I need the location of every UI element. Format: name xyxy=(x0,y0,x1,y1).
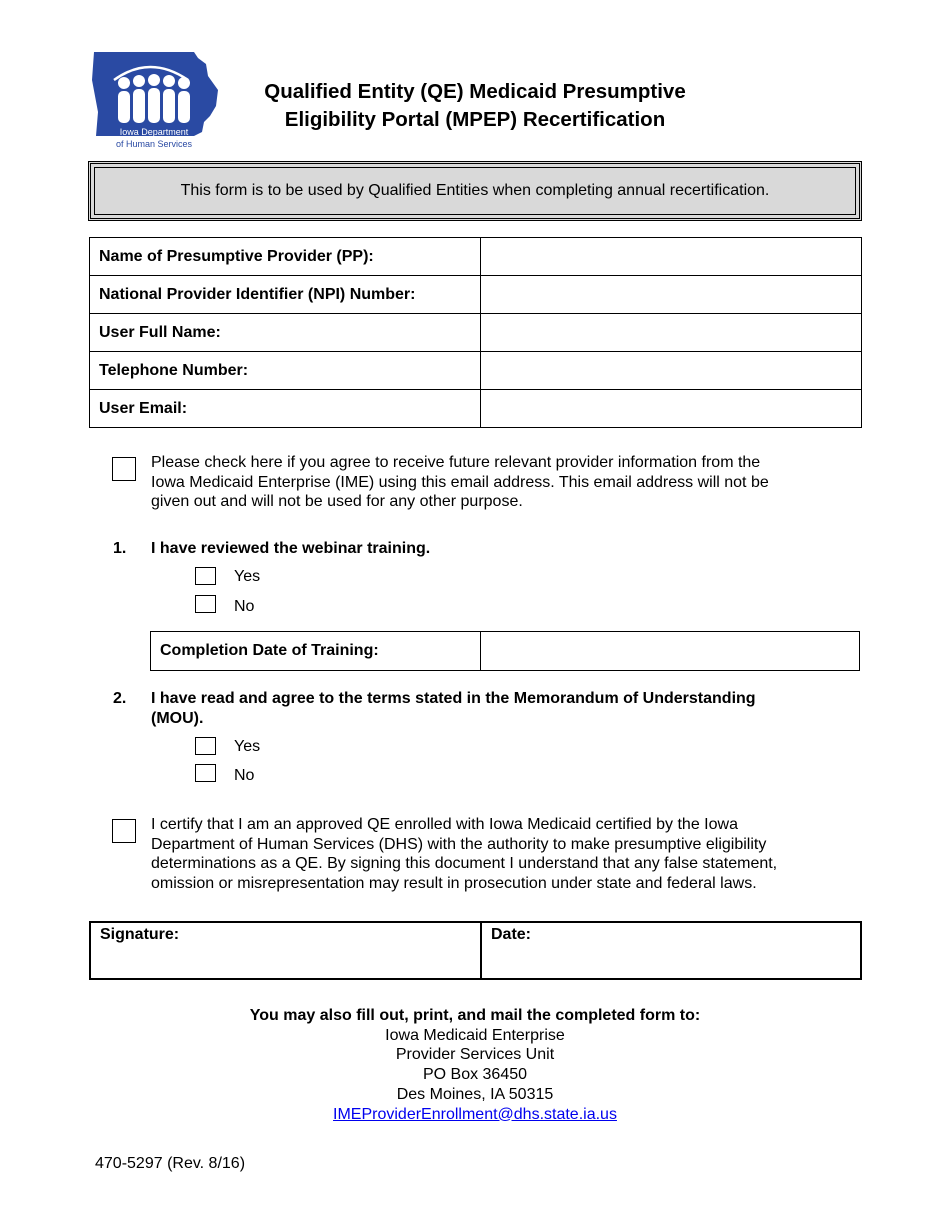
signature-label: Signature: xyxy=(100,926,180,943)
table-row xyxy=(90,922,861,979)
iowa-dhs-logo xyxy=(90,50,222,150)
email-consent-checkbox[interactable] xyxy=(112,457,136,481)
table-row xyxy=(151,632,860,671)
mail-line-2: Provider Services Unit xyxy=(395,1046,555,1064)
user-email-field[interactable] xyxy=(481,390,862,428)
table-row xyxy=(90,314,862,352)
completion-date-field[interactable] xyxy=(481,632,860,671)
page-title xyxy=(230,78,720,134)
user-email-label: User Email: xyxy=(90,390,481,428)
question-1-number: 1. xyxy=(113,540,127,557)
certify-checkbox[interactable] xyxy=(112,819,136,843)
mail-line-1: Iowa Medicaid Enterprise xyxy=(385,1026,565,1044)
signature-field[interactable] xyxy=(90,922,481,979)
notice-text: This form is to be used by Qualified Entities when completing annual recertification. xyxy=(180,182,770,199)
form-number: 470-5297 (Rev. 8/16) xyxy=(95,1155,246,1172)
table-row xyxy=(90,352,862,390)
q1-no-label: No xyxy=(234,598,255,615)
pp-name-field[interactable] xyxy=(481,238,862,276)
question-1-text: I have reviewed the webinar training. xyxy=(151,540,431,557)
mail-line-3: PO Box 36450 xyxy=(422,1066,528,1084)
npi-label: National Provider Identifier (NPI) Number: xyxy=(90,276,481,314)
table-row xyxy=(90,238,862,276)
mailing-address xyxy=(150,1006,800,1124)
iowa-map-logo-icon xyxy=(90,50,222,150)
logo-text-line2: of Human Services xyxy=(115,139,193,149)
provider-info-table xyxy=(89,237,862,428)
title-line-1: Qualified Entity (QE) Medicaid Presumptive xyxy=(264,80,686,103)
date-label: Date: xyxy=(491,926,532,943)
signature-table xyxy=(89,921,862,980)
notice-box xyxy=(88,161,862,221)
q2-yes-checkbox[interactable] xyxy=(195,737,216,755)
q1-no-checkbox[interactable] xyxy=(195,595,216,613)
pp-name-label: Name of Presumptive Provider (PP): xyxy=(90,238,481,276)
q1-yes-checkbox[interactable] xyxy=(195,567,216,585)
telephone-label: Telephone Number: xyxy=(90,352,481,390)
telephone-field[interactable] xyxy=(481,352,862,390)
question-2-number: 2. xyxy=(113,690,127,707)
table-row xyxy=(90,276,862,314)
certify-text: I certify that I am an approved QE enrolled with Iowa Medicaid certified by the Iowa Department of Human Services (DHS) with the authority to make presumptive eligibility determinations as a QE. By signing this document I understand that any false statement, omission or misrepresentation may result in prosecution under state and federal laws. xyxy=(151,816,778,892)
email-consent-text: Please check here if you agree to receive future relevant provider information from the Iowa Medicaid Enterprise (IME) using this email address. This email address will not be given out and will not be used for any other purpose. xyxy=(151,454,769,510)
question-2-text: I have read and agree to the terms stated in the Memorandum of Understanding (MOU). xyxy=(151,690,756,727)
user-full-name-field[interactable] xyxy=(481,314,862,352)
q1-yes-label: Yes xyxy=(234,568,261,585)
completion-date-label: Completion Date of Training: xyxy=(151,632,481,671)
user-full-name-label: User Full Name: xyxy=(90,314,481,352)
mail-line-4: Des Moines, IA 50315 xyxy=(396,1085,554,1103)
q2-yes-label: Yes xyxy=(234,738,261,755)
title-line-2: Eligibility Portal (MPEP) Recertification xyxy=(284,108,666,131)
email-link[interactable]: IMEProviderEnrollment@dhs.state.ia.us xyxy=(333,1105,617,1123)
q2-no-label: No xyxy=(234,767,255,784)
npi-field[interactable] xyxy=(481,276,862,314)
date-field[interactable] xyxy=(481,922,861,979)
mail-heading: You may also fill out, print, and mail the completed form to: xyxy=(249,1007,701,1024)
logo-text-line1: Iowa Department xyxy=(119,127,189,137)
table-row xyxy=(90,390,862,428)
q2-no-checkbox[interactable] xyxy=(195,764,216,782)
training-date-table xyxy=(150,631,860,671)
